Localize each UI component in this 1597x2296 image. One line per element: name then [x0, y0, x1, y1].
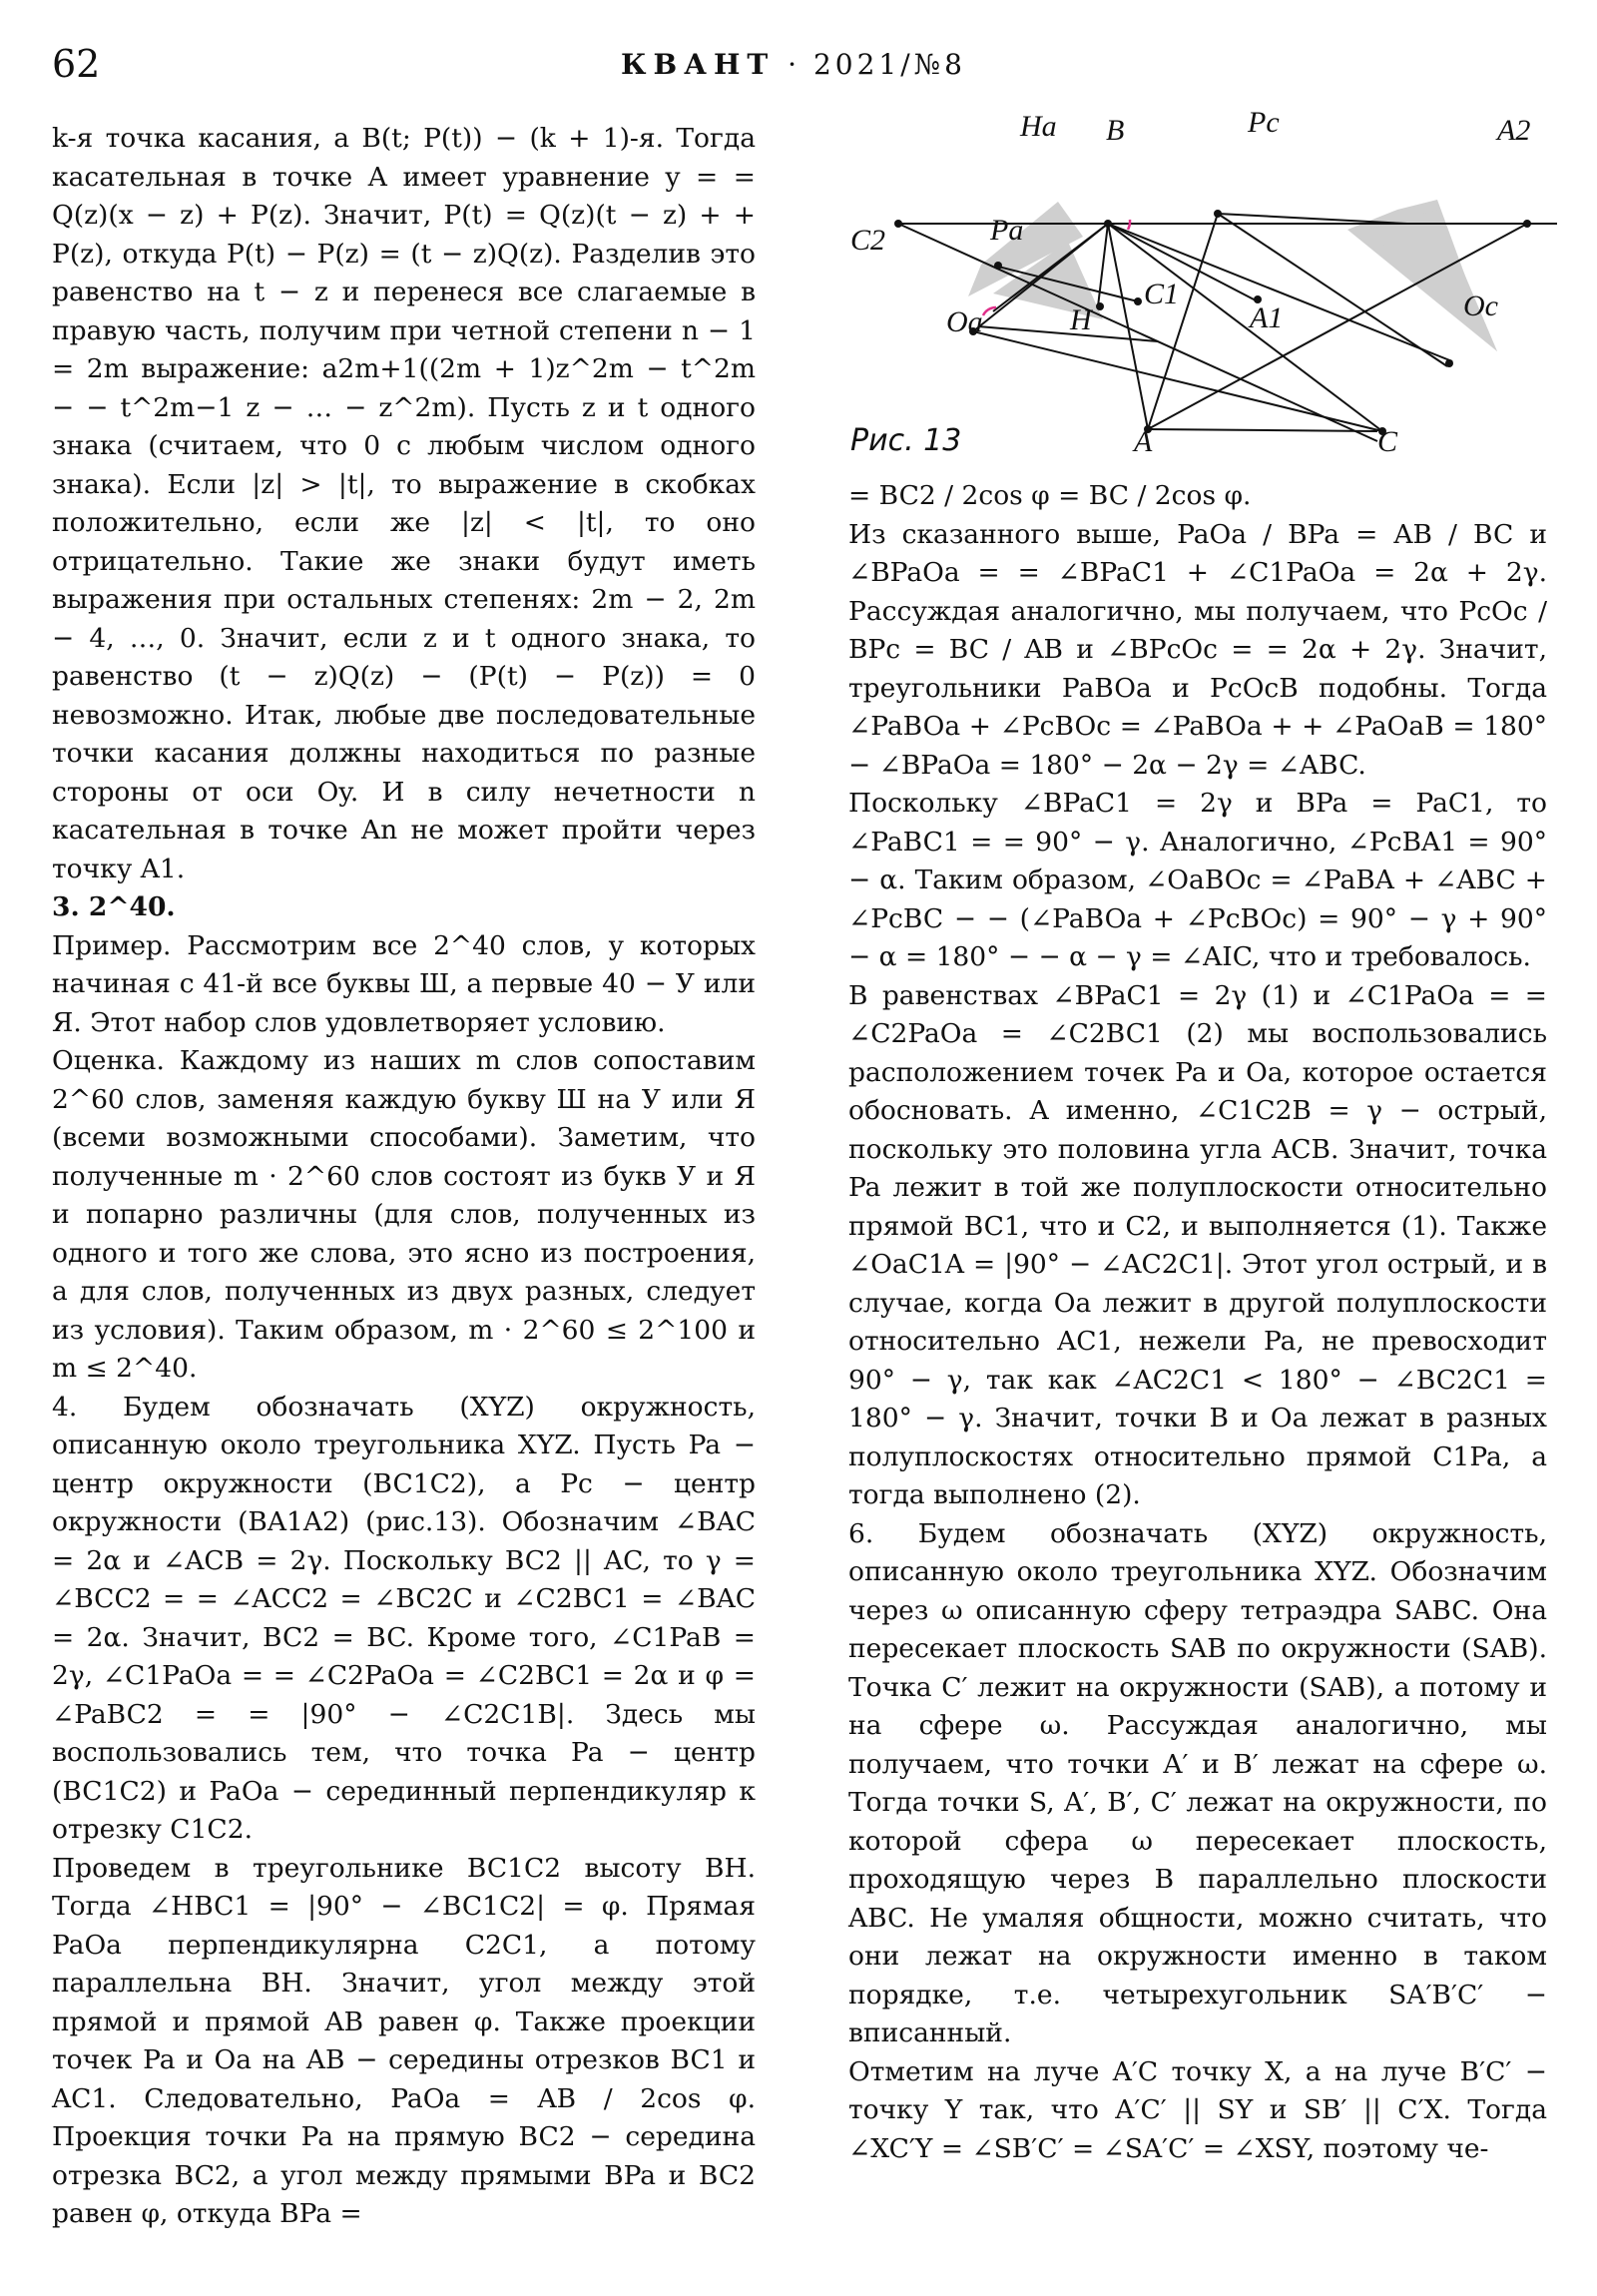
label-a1: A1 [1250, 301, 1284, 334]
label-c: C [1377, 425, 1398, 458]
point-oc [1445, 359, 1453, 367]
journal-title [621, 48, 966, 81]
label-h: H [1070, 303, 1092, 336]
paragraph-rays: Отметим на луче A′C точку X, а на луче B′C′ − точку Y так, что A′C′ || SY и SB′ || C′X. Тогда ∠XC′Y = ∠SB′C′ = ∠SA′C′ = ∠XSY, поэтому че- [848, 2055, 1547, 2164]
left-column [52, 120, 756, 2234]
label-b: B [1106, 114, 1125, 147]
paragraph-bpa-formula: = BC2 / 2cos φ = BC / 2cos φ. [848, 480, 1252, 511]
label-ha: Ha [1020, 112, 1057, 143]
page-number: 62 [52, 42, 101, 86]
paragraph-altitude: Проведем в треугольнике BC1C2 высоту BH. Тогда ∠HBC1 = |90° − ∠BC1C2| = φ. Прямая PaOa перпендикулярна C2C1, а потому параллельна BH. Значит, угол между этой прямой и прямой AB равен φ. Также проекции точек Pa и Oa на AB − середины отрезков BC1 и AC1. Следовательно, PaOa = AB / 2cos φ. Проекция точки Pa на прямую BC2 − середина отрезка BC2, а угол между прямыми BPa и BC2 равен φ, откуда BPa = [52, 1852, 756, 2229]
point-a2 [1523, 220, 1531, 228]
point-c2 [894, 220, 902, 228]
line-b-a [1108, 224, 1148, 429]
label-pc: Pc [1248, 112, 1280, 139]
label-pa: Pa [990, 214, 1024, 247]
paragraph-angle-conclusion: Поскольку ∠BPaC1 = 2γ и BPa = PaC1, то ∠PaBC1 = = 90° − γ. Аналогично, ∠PcBA1 = 90° − α. Таким образом, ∠OaBOc = ∠PaBA + ∠ABC + ∠PcBC − − (∠PaBOa + ∠PcBOc) = 90° − γ + 90° − α = 180° − − α − γ = ∠AIC, что и требовалось. [848, 788, 1547, 972]
paragraph-tangent-proof: k-я точка касания, а B(t; P(t)) − (k + 1)-я. Тогда касательная в точке A имеет уравнение y = = Q(z)(x − z) + P(z). Значит, P(t) = Q(z)(t − z) + + P(z), откуда P(t) − P(z) = (t − z)Q(z). Разделив это равенство на t − z и перенеся все слагаемые в правую часть, получим при четной степени n − 1 = 2m выражение: a2m+1((2m + 1)z^2m − t^2m − − t^2m−1 z − … − z^2m). Пусть z и t одного знака (считаем, что 0 с любым числом одного знака). Если |z| > |t|, то выражение в скобках положительно, если же |z| < |t|, то оно отрицательно. Такие же знаки будут иметь выражения при остальных степенях: 2m − 2, 2m − 4, …, 0. Значит, если z и t одного знака, то равенство (t − z)Q(z) − (P(t) − P(z)) = 0 невозможно. Итак, любые две последовательные точки касания должны находиться по разные стороны от оси Oy. И в силу нечетности n касательная в точке An не может пройти через точку A1. [52, 123, 756, 884]
right-column [848, 477, 1547, 2168]
point-pc [1214, 210, 1222, 218]
paragraph-estimate: Оценка. Каждому из наших m слов сопоставим 2^60 слов, заменяя каждую букву Ш на У или Я (всеми возможными способами). Заметим, что полученные m · 2^60 слов состоят из букв У и Я и попарно различны (для слов, полученных из одного и того же слова, это ясно из построения, а для слов, полученных из двух разных, следует из условия). Таким образом, m · 2^60 ≤ 2^100 и m ≤ 2^40. [52, 1045, 756, 1384]
label-c1: C1 [1144, 278, 1180, 310]
paragraph-problem-6: 6. Будем обозначать (XYZ) окружность, описанную около треугольника XYZ. Обозначим через ω описанную сферу тетраэдра SABC. Она пересекает плоскость SAB по окружности (SAB). Точка C′ лежит на окружности (SAB), а потому и на сфере ω. Рассуждая аналогично, мы получаем, что точки A′ и B′ лежат на сфере ω. Тогда точки S, A′, B′, C′ лежат на окружности, по которой сфера ω пересекает плоскость, проходящую через B параллельно плоскости ABC. Не умаляя общности, можно считать, что они лежат на окружности именно в таком порядке, т.е. четырехугольник SA′B′C′ − вписанный. [848, 1517, 1547, 2048]
answer-3: 3. 2^40. [52, 891, 176, 922]
line-b-c [1108, 224, 1382, 431]
label-oc: Oc [1463, 289, 1498, 322]
geometry-diagram [838, 112, 1557, 461]
label-a: A [1134, 425, 1153, 458]
figure-13 [838, 112, 1557, 461]
figure-caption: Рис. 13 [850, 423, 962, 458]
paragraph-similar-triangles: Из сказанного выше, PaOa / BPa = AB / BC и ∠BPaOa = = ∠BPaC1 + ∠C1PaOa = 2α + 2γ. Рассуждая аналогично, мы получаем, что PcOc / BPc = BC / AB и ∠BPcOc = = 2α + 2γ. Значит, треугольники PaBOa и PcOcB подобны. Тогда ∠PaBOa + ∠PcBOc = ∠PaBOa + + ∠PaOaB = 180° − ∠BPaOa = 180° − 2α − 2γ = ∠ABC. [848, 518, 1547, 781]
paragraph-example: Пример. Рассмотрим все 2^40 слов, у которых начиная с 41-й все буквы Ш, а первые 40 − У или Я. Этот набор слов удовлетворяет условию. [52, 929, 756, 1038]
line-a-c [1148, 429, 1377, 431]
point-b [1104, 220, 1112, 228]
journal-name: КВАНТ [621, 48, 776, 81]
paragraph-problem-4: 4. Будем обозначать (XYZ) окружность, описанную около треугольника XYZ. Пусть Pa − центр окружности (BC1C2), а Pc − центр окружности (BA1A2) (рис.13). Обозначим ∠BAC = 2α и ∠ACB = 2γ. Поскольку BC2 || AC, то γ = ∠BCC2 = = ∠ACC2 = ∠BC2C и ∠C2BC1 = ∠BAC = 2α. Значит, BC2 = BC. Кроме того, ∠C1PaB = 2γ, ∠C1PaOa = = ∠C2PaOa = ∠C2BC1 = 2α и φ = ∠PaBC2 = = |90° − ∠C2C1B|. Здесь мы воспользовались тем, что точка Pa − центр (BC1C2) и PaOa − серединный перпендикуляр к отрезку C1C2. [52, 1391, 756, 1845]
point-pa [994, 262, 1002, 270]
point-c1 [1134, 297, 1142, 305]
line-b-a1 [1108, 224, 1258, 301]
paragraph-equalities-justification: В равенствах ∠BPaC1 = 2γ (1) и ∠C1PaOa = = ∠C2PaOa = ∠C2BC1 (2) мы воспользовались расположением точек Pa и Oa, которое остается обосновать. А именно, ∠C1C2B = γ − острый, поскольку это половина угла ACB. Значит, точка Pa лежит в той же полуплоскости относительно прямой BC1, что и C2, и выполняется (1). Также ∠OaC1A = |90° − ∠AC2C1|. Этот угол острый, и в случае, когда Oa лежит в другой полуплоскости относительно AC1, нежели Pa, не превосходит 90° − γ, так как ∠AC2C1 < 180° − ∠BC2C1 = 180° − γ. Значит, точки B и Oa лежат в разных полуплоскостях относительно прямой C1Pa, а тогда выполнено (2). [848, 979, 1547, 1510]
page-header [52, 42, 1545, 102]
line-oa-c [973, 331, 1382, 431]
label-c2: C2 [850, 224, 886, 257]
shaded-triangle-right-2 [1367, 210, 1497, 351]
point-h [1096, 302, 1104, 310]
journal-issue: · 2021/№8 [788, 48, 966, 81]
label-oa: Oa [946, 305, 983, 338]
label-a2: A2 [1497, 114, 1531, 147]
